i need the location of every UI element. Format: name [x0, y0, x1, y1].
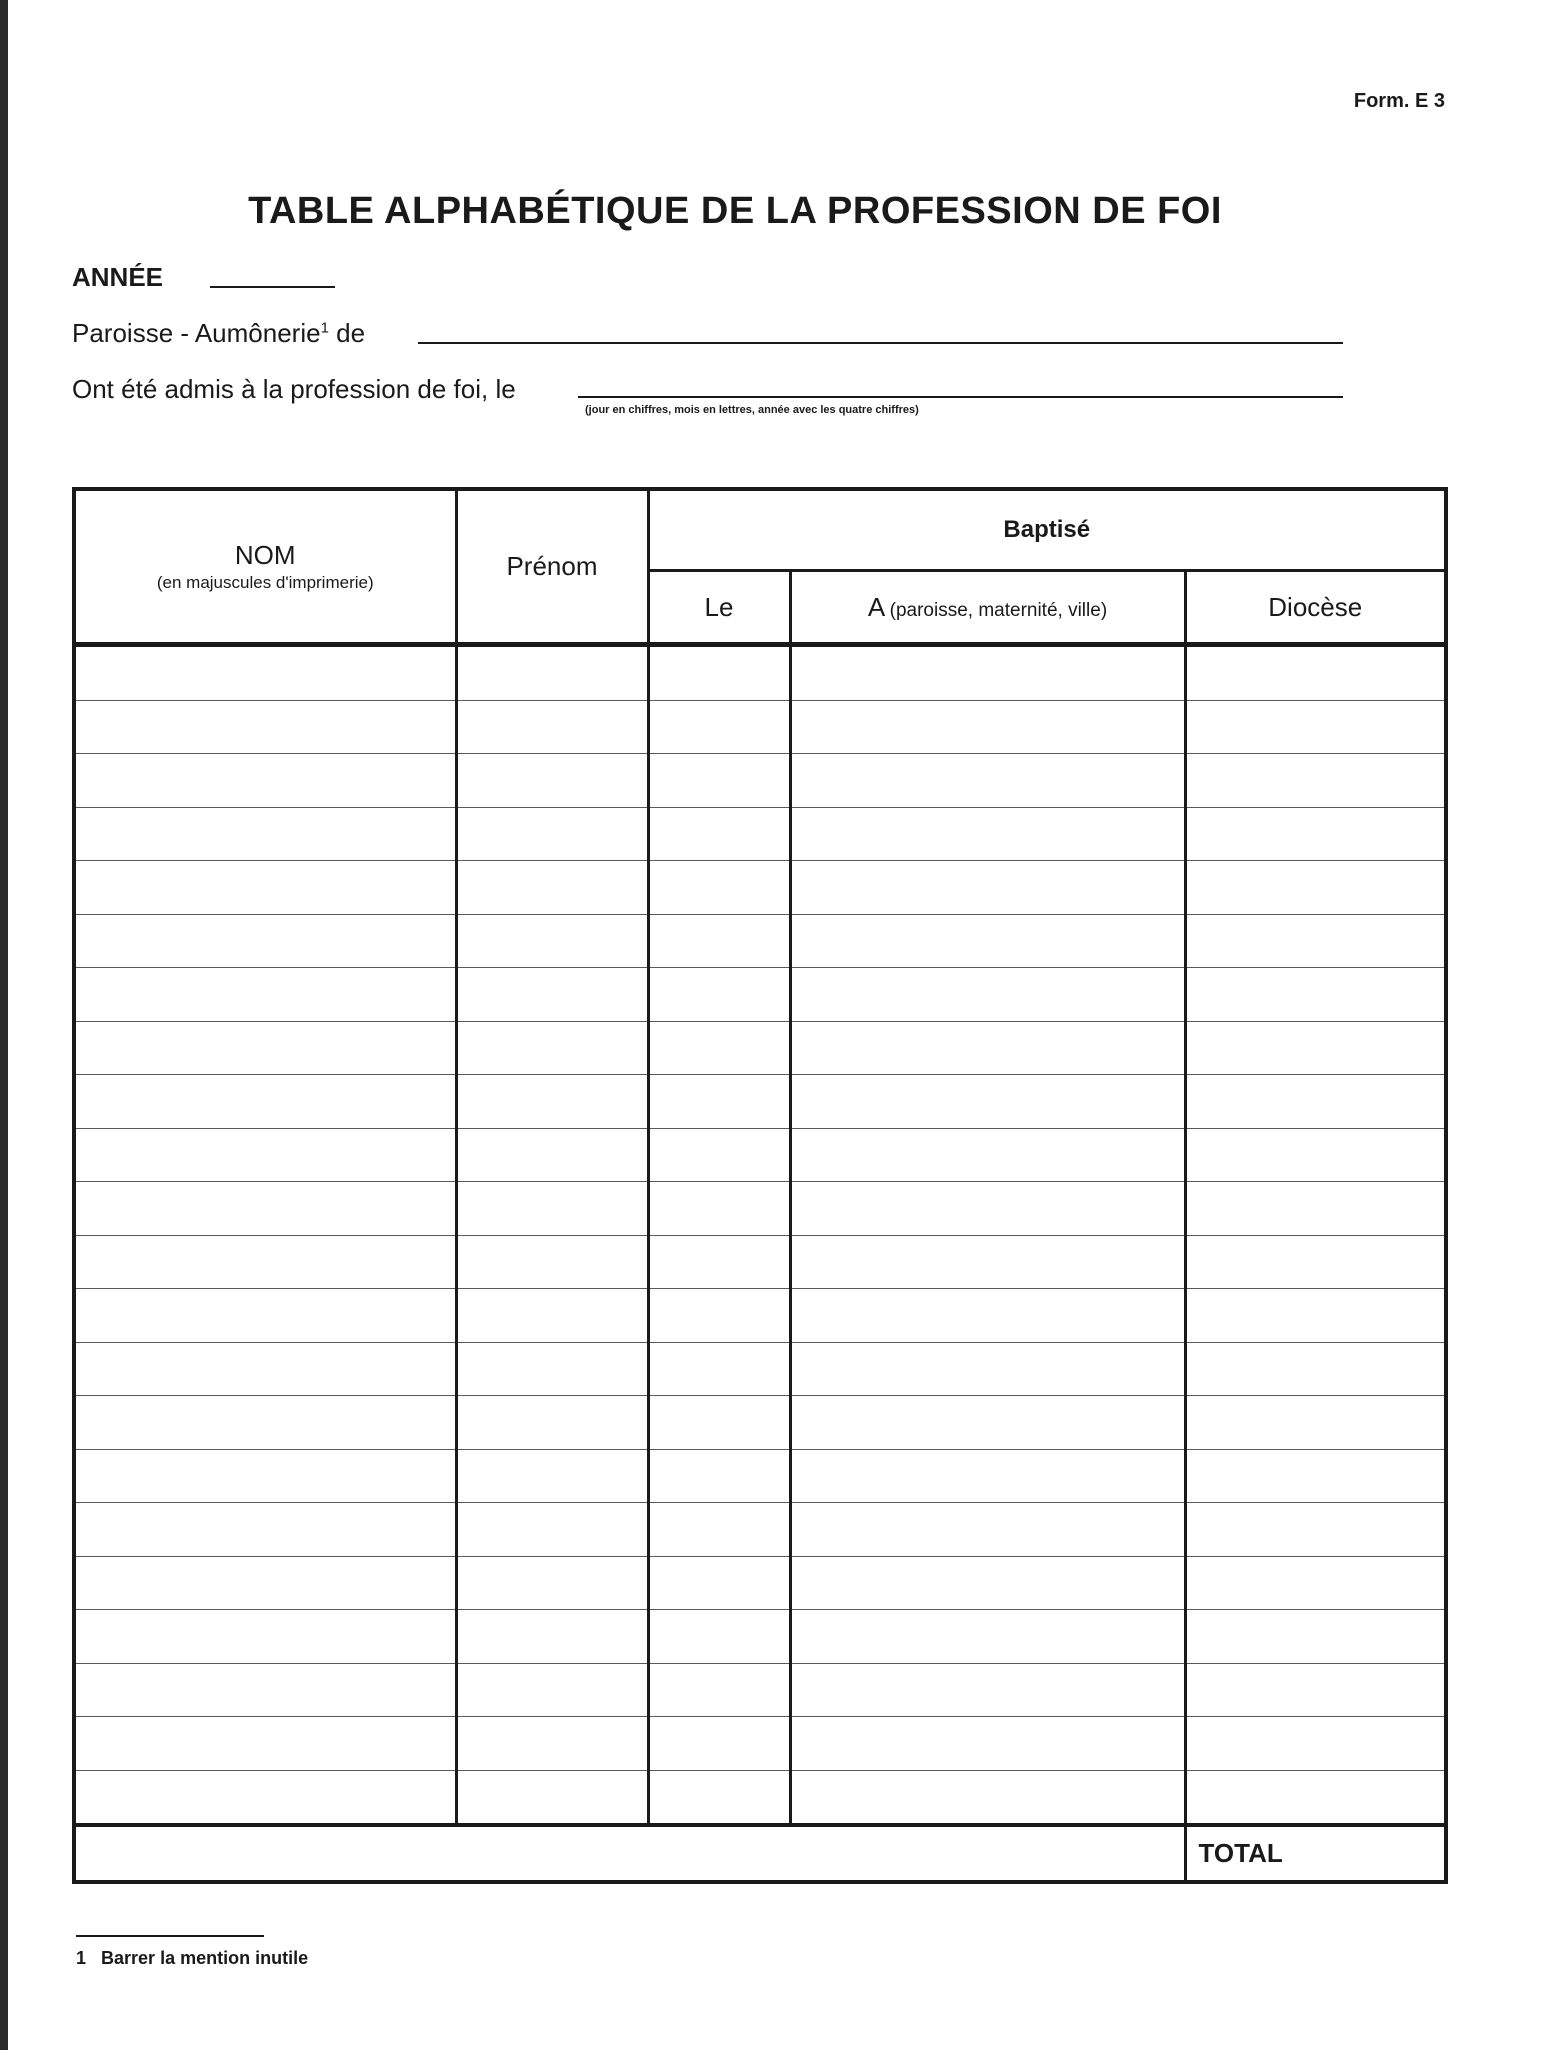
annee-field[interactable]	[210, 286, 335, 288]
cell-nom[interactable]	[74, 1235, 456, 1289]
cell-prenom[interactable]	[456, 807, 648, 861]
cell-diocese[interactable]	[1185, 1449, 1446, 1503]
cell-a[interactable]	[790, 1663, 1185, 1717]
scan-left-edge	[0, 0, 8, 2050]
admis-label: Ont été admis à la profession de foi, le	[72, 374, 516, 404]
cell-prenom[interactable]	[456, 1021, 648, 1075]
admis-date-field[interactable]	[578, 396, 1343, 398]
table-body	[74, 645, 1446, 1826]
cell-prenom[interactable]	[456, 1449, 648, 1503]
table-row	[74, 754, 1446, 808]
cell-nom[interactable]	[74, 1182, 456, 1236]
cell-diocese[interactable]	[1185, 1610, 1446, 1664]
cell-a[interactable]	[790, 1556, 1185, 1610]
paroisse-suffix: de	[336, 318, 366, 348]
cell-prenom[interactable]	[456, 1396, 648, 1450]
cell-a[interactable]	[790, 1235, 1185, 1289]
cell-le[interactable]	[648, 1717, 790, 1771]
table-row	[74, 1128, 1446, 1182]
cell-a[interactable]	[790, 1396, 1185, 1450]
cell-diocese[interactable]	[1185, 1717, 1446, 1771]
cell-diocese[interactable]	[1185, 1503, 1446, 1557]
cell-a[interactable]	[790, 1342, 1185, 1396]
cell-le[interactable]	[648, 1342, 790, 1396]
cell-le[interactable]	[648, 1396, 790, 1450]
cell-nom[interactable]	[74, 1289, 456, 1343]
table-row	[74, 1449, 1446, 1503]
cell-a[interactable]	[790, 914, 1185, 968]
cell-prenom[interactable]	[456, 861, 648, 915]
cell-nom[interactable]	[74, 1503, 456, 1557]
cell-le[interactable]	[648, 1610, 790, 1664]
table-row	[74, 1021, 1446, 1075]
cell-diocese[interactable]	[1185, 1182, 1446, 1236]
cell-a[interactable]	[790, 645, 1185, 701]
table-row	[74, 1075, 1446, 1129]
header-a	[790, 571, 1185, 645]
cell-diocese[interactable]	[1185, 1021, 1446, 1075]
cell-a[interactable]	[790, 807, 1185, 861]
cell-nom[interactable]	[74, 861, 456, 915]
cell-le[interactable]	[648, 968, 790, 1022]
annee-label: ANNÉE	[72, 262, 164, 292]
cell-diocese[interactable]	[1185, 968, 1446, 1022]
table-row	[74, 1610, 1446, 1664]
cell-prenom[interactable]	[456, 1770, 648, 1825]
cell-prenom[interactable]	[456, 645, 648, 701]
table-row	[74, 1503, 1446, 1557]
cell-le[interactable]	[648, 645, 790, 701]
footnote-number: 1	[76, 1948, 87, 1968]
cell-le[interactable]	[648, 1770, 790, 1825]
cell-nom[interactable]	[74, 1770, 456, 1825]
cell-prenom[interactable]	[456, 1235, 648, 1289]
cell-prenom[interactable]	[456, 1182, 648, 1236]
cell-a[interactable]	[790, 1610, 1185, 1664]
cell-le[interactable]	[648, 754, 790, 808]
cell-le[interactable]	[648, 1182, 790, 1236]
cell-prenom[interactable]	[456, 1342, 648, 1396]
cell-le[interactable]	[648, 1021, 790, 1075]
paroisse-label-text: Paroisse - Aumônerie	[72, 318, 321, 348]
cell-prenom[interactable]	[456, 1610, 648, 1664]
cell-diocese[interactable]	[1185, 700, 1446, 754]
table-row	[74, 1663, 1446, 1717]
cell-diocese[interactable]	[1185, 861, 1446, 915]
cell-nom[interactable]	[74, 1610, 456, 1664]
cell-prenom[interactable]	[456, 1503, 648, 1557]
table-row	[74, 807, 1446, 861]
cell-diocese[interactable]	[1185, 754, 1446, 808]
cell-diocese[interactable]	[1185, 1770, 1446, 1825]
cell-le[interactable]	[648, 1663, 790, 1717]
paroisse-field[interactable]	[418, 342, 1343, 344]
header-diocese-label: Diocèse	[1268, 591, 1363, 622]
cell-prenom[interactable]	[456, 754, 648, 808]
cell-prenom[interactable]	[456, 1128, 648, 1182]
cell-a[interactable]	[790, 1289, 1185, 1343]
header-baptise	[648, 489, 1446, 571]
cell-le[interactable]	[648, 1075, 790, 1129]
cell-nom[interactable]	[74, 700, 456, 754]
header-nom-sub: (en majuscules d'imprimerie)	[156, 573, 374, 592]
cell-prenom[interactable]	[456, 1717, 648, 1771]
cell-le[interactable]	[648, 1556, 790, 1610]
header-a-sub: (paroisse, maternité, ville)	[889, 599, 1108, 621]
table-row	[74, 1770, 1446, 1825]
cell-diocese[interactable]	[1185, 1289, 1446, 1343]
cell-nom[interactable]	[74, 645, 456, 701]
cell-nom[interactable]	[74, 1449, 456, 1503]
header-le-label: Le	[704, 591, 734, 622]
cell-diocese[interactable]	[1185, 807, 1446, 861]
cell-prenom[interactable]	[456, 914, 648, 968]
cell-le[interactable]	[648, 1235, 790, 1289]
footnote	[76, 1948, 308, 1969]
cell-le[interactable]	[648, 914, 790, 968]
cell-nom[interactable]	[74, 1075, 456, 1129]
cell-a[interactable]	[790, 1182, 1185, 1236]
table-row	[74, 645, 1446, 701]
total-spacer	[74, 1825, 1185, 1882]
header-baptise-label: Baptisé	[1003, 516, 1091, 543]
paroisse-label	[72, 318, 365, 349]
cell-prenom[interactable]	[456, 1075, 648, 1129]
footnote-rule	[76, 1935, 264, 1937]
admis-date-note: (jour en chiffres, mois en lettres, année avec les quatre chiffres)	[585, 404, 919, 416]
table-row	[74, 861, 1446, 915]
cell-le[interactable]	[648, 1128, 790, 1182]
cell-a[interactable]	[790, 1503, 1185, 1557]
cell-le[interactable]	[648, 807, 790, 861]
cell-le[interactable]	[648, 1289, 790, 1343]
header-diocese	[1185, 571, 1446, 645]
cell-diocese[interactable]	[1185, 1396, 1446, 1450]
cell-le[interactable]	[648, 1503, 790, 1557]
table-row	[74, 1235, 1446, 1289]
cell-diocese[interactable]	[1185, 914, 1446, 968]
cell-prenom[interactable]	[456, 700, 648, 754]
table-row	[74, 1396, 1446, 1450]
cell-le[interactable]	[648, 700, 790, 754]
cell-le[interactable]	[648, 861, 790, 915]
table-row	[74, 1342, 1446, 1396]
cell-a[interactable]	[790, 1449, 1185, 1503]
cell-diocese[interactable]	[1185, 1663, 1446, 1717]
table-row	[74, 1717, 1446, 1771]
cell-diocese[interactable]	[1185, 1128, 1446, 1182]
cell-nom[interactable]	[74, 1663, 456, 1717]
cell-nom[interactable]	[74, 807, 456, 861]
cell-nom[interactable]	[74, 1128, 456, 1182]
cell-nom[interactable]	[74, 1556, 456, 1610]
cell-diocese[interactable]	[1185, 1342, 1446, 1396]
registry-table	[72, 487, 1448, 1884]
cell-prenom[interactable]	[456, 1556, 648, 1610]
cell-nom[interactable]	[74, 1717, 456, 1771]
cell-prenom[interactable]	[456, 1289, 648, 1343]
cell-nom[interactable]	[74, 754, 456, 808]
header-le	[648, 571, 790, 645]
cell-a[interactable]	[790, 1128, 1185, 1182]
cell-diocese[interactable]	[1185, 1075, 1446, 1129]
cell-le[interactable]	[648, 1449, 790, 1503]
table-row	[74, 1182, 1446, 1236]
cell-diocese[interactable]	[1185, 1235, 1446, 1289]
header-a-label: A	[867, 591, 886, 622]
cell-prenom[interactable]	[456, 968, 648, 1022]
cell-nom[interactable]	[74, 914, 456, 968]
table-row	[74, 914, 1446, 968]
cell-diocese[interactable]	[1185, 1556, 1446, 1610]
cell-nom[interactable]	[74, 1021, 456, 1075]
cell-nom[interactable]	[74, 968, 456, 1022]
cell-a[interactable]	[790, 754, 1185, 808]
table-row	[74, 968, 1446, 1022]
cell-prenom[interactable]	[456, 1663, 648, 1717]
cell-a[interactable]	[790, 1717, 1185, 1771]
total-row	[74, 1825, 1446, 1882]
cell-a[interactable]	[790, 861, 1185, 915]
paroisse-footnote-ref: 1	[320, 319, 329, 337]
cell-a[interactable]	[790, 968, 1185, 1022]
cell-a[interactable]	[790, 1770, 1185, 1825]
header-prenom	[456, 489, 648, 645]
header-prenom-label: Prénom	[506, 551, 598, 581]
header-nom-label: NOM	[234, 540, 296, 570]
table-row	[74, 1556, 1446, 1610]
table-row	[74, 700, 1446, 754]
page-title: TABLE ALPHABÉTIQUE DE LA PROFESSION DE FOI	[248, 190, 1222, 232]
table-row	[74, 1289, 1446, 1343]
cell-nom[interactable]	[74, 1396, 456, 1450]
cell-a[interactable]	[790, 700, 1185, 754]
footnote-text: Barrer la mention inutile	[101, 1948, 309, 1968]
cell-nom[interactable]	[74, 1342, 456, 1396]
form-code: Form. E 3	[1353, 90, 1445, 112]
cell-diocese[interactable]	[1185, 645, 1446, 701]
cell-a[interactable]	[790, 1021, 1185, 1075]
total-label: TOTAL	[1185, 1825, 1446, 1882]
cell-a[interactable]	[790, 1075, 1185, 1129]
header-nom	[74, 489, 456, 645]
